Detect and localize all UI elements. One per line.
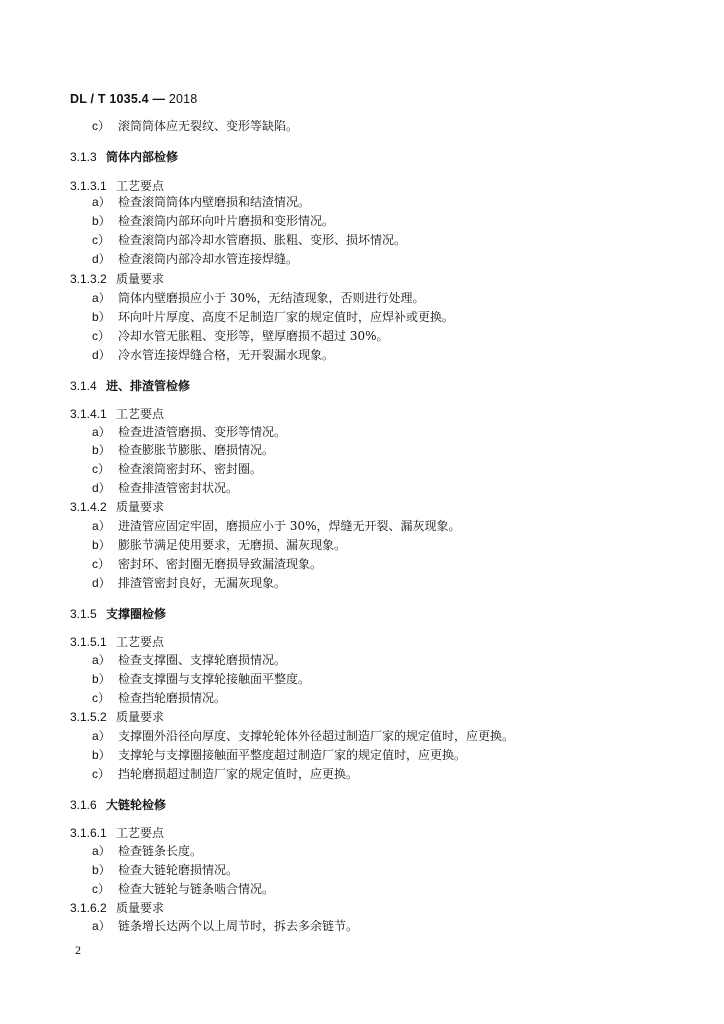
- list-text: 检查滚筒内部环向叶片磨损和变形情况。: [118, 214, 335, 228]
- list-marker: c）: [92, 119, 111, 133]
- list-item: [92, 652, 286, 668]
- list-item: [92, 328, 389, 344]
- list-item: [92, 232, 406, 248]
- list-marker: b）: [92, 748, 111, 762]
- list-item: [92, 881, 274, 897]
- section-title: 进、排渣管检修: [106, 379, 191, 393]
- subsection-heading: [70, 900, 164, 916]
- section-number: 3.1.6: [70, 798, 97, 812]
- list-marker: c）: [92, 462, 111, 476]
- list-item: [92, 690, 226, 706]
- list-text: 检查挡轮磨损情况。: [118, 691, 227, 705]
- list-text: 冷却水管无胀粗、变形等，壁厚磨损不超过 30%。: [118, 329, 389, 343]
- list-text: 检查膨胀节膨胀、磨损情况。: [118, 443, 275, 457]
- list-text: 检查滚筒内部冷却水管磨损、胀粗、变形、损坏情况。: [118, 233, 407, 247]
- list-marker: a）: [92, 195, 111, 209]
- list-text: 检查滚筒密封环、密封圈。: [118, 462, 263, 476]
- document-header: [70, 92, 197, 106]
- list-text: 检查支撑圈与支撑轮接触面平整度。: [118, 672, 311, 686]
- list-item: [92, 537, 346, 553]
- list-marker: c）: [92, 767, 111, 781]
- list-item: [92, 442, 274, 458]
- list-marker: b）: [92, 310, 111, 324]
- subsection-heading: [70, 178, 164, 194]
- list-item: [92, 671, 310, 687]
- subsection-title: 质量要求: [116, 272, 165, 286]
- section-title: 大链轮检修: [106, 798, 167, 812]
- subsection-title: 质量要求: [116, 710, 165, 724]
- list-text: 滚筒筒体应无裂纹、变形等缺陷。: [118, 119, 299, 133]
- list-text: 支撑轮与支撑圈接触面平整度超过制造厂家的规定值时，应更换。: [118, 748, 467, 762]
- subsection-title: 质量要求: [116, 901, 165, 915]
- subsection-title: 工艺要点: [116, 179, 165, 193]
- list-text: 检查大链轮磨损情况。: [118, 863, 239, 877]
- subsection-number: 3.1.5.2: [70, 710, 107, 724]
- list-marker: c）: [92, 691, 111, 705]
- subsection-number: 3.1.3.1: [70, 179, 107, 193]
- list-text: 检查进渣管磨损、变形等情况。: [118, 425, 287, 439]
- list-marker: c）: [92, 882, 111, 896]
- list-marker: a）: [92, 653, 111, 667]
- subsection-heading: [70, 406, 164, 422]
- list-item: [92, 118, 298, 134]
- subsection-heading: [70, 709, 164, 725]
- subsection-title: 工艺要点: [116, 826, 165, 840]
- list-marker: b）: [92, 443, 111, 457]
- standard-code: DL / T 1035.4: [70, 92, 149, 106]
- list-marker: c）: [92, 233, 111, 247]
- subsection-heading: [70, 271, 164, 287]
- list-text: 链条增长达两个以上周节时，拆去多余链节。: [118, 919, 359, 933]
- list-marker: b）: [92, 672, 111, 686]
- section-number: 3.1.5: [70, 607, 97, 621]
- list-marker: a）: [92, 729, 111, 743]
- list-item: [92, 194, 310, 210]
- list-marker: b）: [92, 538, 111, 552]
- subsection-heading: [70, 825, 164, 841]
- list-text: 检查链条长度。: [118, 844, 203, 858]
- list-item: [92, 862, 238, 878]
- list-marker: b）: [92, 214, 111, 228]
- list-item: [92, 290, 425, 306]
- list-marker: d）: [92, 252, 111, 266]
- list-item: [92, 424, 286, 440]
- list-marker: a）: [92, 291, 111, 305]
- section-heading: [70, 797, 166, 813]
- list-text: 检查大链轮与链条啮合情况。: [118, 882, 275, 896]
- list-item: [92, 251, 298, 267]
- list-marker: d）: [92, 348, 111, 362]
- list-item: [92, 556, 322, 572]
- subsection-title: 工艺要点: [116, 635, 165, 649]
- subsection-number: 3.1.4.2: [70, 500, 107, 514]
- list-marker: c）: [92, 557, 111, 571]
- list-text: 进渣管应固定牢固，磨损应小于 30%，焊缝无开裂、漏灰现象。: [118, 519, 461, 533]
- list-text: 检查排渣管密封状况。: [118, 481, 239, 495]
- subsection-title: 工艺要点: [116, 407, 165, 421]
- list-text: 支撑圈外沿径向厚度、支撑轮轮体外径超过制造厂家的规定值时，应更换。: [118, 729, 515, 743]
- subsection-heading: [70, 499, 164, 515]
- section-heading: [70, 149, 178, 165]
- subsection-number: 3.1.5.1: [70, 635, 107, 649]
- standard-dash: —: [148, 92, 169, 106]
- list-item: [92, 766, 358, 782]
- subsection-number: 3.1.6.2: [70, 901, 107, 915]
- section-title: 筒体内部检修: [106, 150, 179, 164]
- list-marker: d）: [92, 576, 111, 590]
- list-marker: a）: [92, 919, 111, 933]
- subsection-number: 3.1.6.1: [70, 826, 107, 840]
- list-item: [92, 309, 454, 325]
- list-item: [92, 461, 262, 477]
- subsection-number: 3.1.3.2: [70, 272, 107, 286]
- list-item: [92, 347, 334, 363]
- list-item: [92, 843, 202, 859]
- list-item: [92, 747, 466, 763]
- list-text: 膨胀节满足使用要求，无磨损、漏灰现象。: [118, 538, 347, 552]
- list-text: 检查滚筒筒体内壁磨损和结渣情况。: [118, 195, 311, 209]
- list-item: [92, 518, 461, 534]
- list-item: [92, 480, 238, 496]
- list-text: 筒体内壁磨损应小于 30%，无结渣现象，否则进行处理。: [118, 291, 425, 305]
- list-text: 检查滚筒内部冷却水管连接焊缝。: [118, 252, 299, 266]
- section-title: 支撑圈检修: [106, 607, 167, 621]
- section-heading: [70, 378, 190, 394]
- subsection-number: 3.1.4.1: [70, 407, 107, 421]
- list-text: 检查支撑圈、支撑轮磨损情况。: [118, 653, 287, 667]
- list-text: 排渣管密封良好，无漏灰现象。: [118, 576, 287, 590]
- list-item: [92, 575, 286, 591]
- subsection-title: 质量要求: [116, 500, 165, 514]
- section-number: 3.1.4: [70, 379, 97, 393]
- list-item: [92, 918, 358, 934]
- list-text: 环向叶片厚度、高度不足制造厂家的规定值时，应焊补或更换。: [118, 310, 455, 324]
- subsection-heading: [70, 634, 164, 650]
- list-marker: b）: [92, 863, 111, 877]
- list-marker: d）: [92, 481, 111, 495]
- list-text: 冷水管连接焊缝合格，无开裂漏水现象。: [118, 348, 335, 362]
- section-number: 3.1.3: [70, 150, 97, 164]
- list-marker: a）: [92, 425, 111, 439]
- list-marker: a）: [92, 844, 111, 858]
- list-text: 挡轮磨损超过制造厂家的规定值时，应更换。: [118, 767, 359, 781]
- list-marker: a）: [92, 519, 111, 533]
- page-number: 2: [75, 943, 81, 957]
- list-item: [92, 213, 334, 229]
- list-text: 密封环、密封圈无磨损导致漏渣现象。: [118, 557, 323, 571]
- section-heading: [70, 606, 166, 622]
- standard-year: 2018: [168, 92, 198, 106]
- list-marker: c）: [92, 329, 111, 343]
- list-item: [92, 728, 514, 744]
